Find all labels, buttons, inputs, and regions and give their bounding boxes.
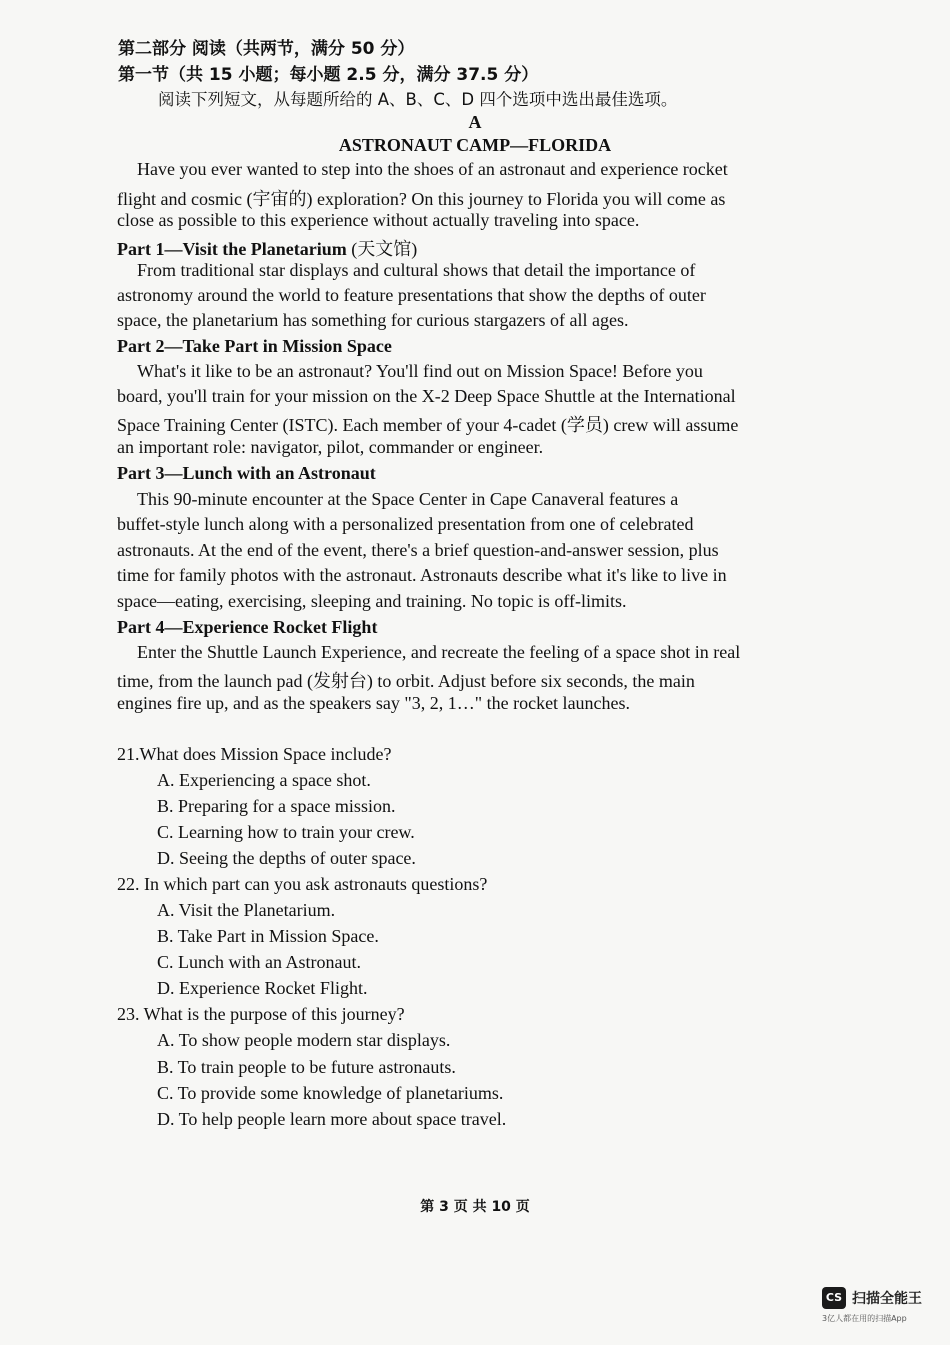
part-heading: Part 4—Experience Rocket Flight xyxy=(117,617,378,637)
part-heading: Part 2—Take Part in Mission Space xyxy=(117,336,392,356)
intro-line: close as possible to this experience without actually traveling into space. xyxy=(117,210,640,230)
question-option: D. Experience Rocket Flight. xyxy=(157,978,368,998)
question-option: D. Seeing the depths of outer space. xyxy=(157,848,416,868)
intro-line: flight and cosmic (宇宙的) exploration? On this journey to Florida you will come as xyxy=(117,189,726,209)
intro-line: Have you ever wanted to step into the shoes of an astronaut and experience rocket xyxy=(137,159,728,179)
part-heading xyxy=(117,235,417,261)
question-option: A. Visit the Planetarium. xyxy=(157,900,336,920)
section-title: 第一节（共 15 小题；每小题 2.5 分，满分 37.5 分） xyxy=(118,65,539,85)
paragraph-line: Enter the Shuttle Launch Experience, and recreate the feeling of a space shot in real xyxy=(137,642,741,662)
question-option: B. Preparing for a space mission. xyxy=(157,796,396,816)
watermark-name: 扫描全能王 xyxy=(852,1291,922,1307)
question-stem: 23. What is the purpose of this journey? xyxy=(117,1004,405,1024)
question-option: D. To help people learn more about space travel. xyxy=(157,1109,507,1129)
paragraph-line: time for family photos with the astronaut. Astronauts describe what it's like to live in xyxy=(117,565,727,585)
camscanner-logo-icon: CS xyxy=(822,1287,846,1309)
question-stem: 21.What does Mission Space include? xyxy=(117,744,392,764)
paragraph-line: buffet-style lunch along with a personalized presentation from one of celebrated xyxy=(117,514,694,534)
paragraph-line: What's it like to be an astronaut? You'll find out on Mission Space! Before you xyxy=(137,361,703,381)
paragraph-line: astronauts. At the end of the event, there's a brief question-and-answer session, plus xyxy=(117,540,719,560)
passage-letter: A xyxy=(468,112,482,132)
instruction: 阅读下列短文，从每题所给的 A、B、C、D 四个选项中选出最佳选项。 xyxy=(158,90,678,109)
part-title: 第二部分 阅读（共两节，满分 50 分） xyxy=(118,39,415,59)
question-stem: 22. In which part can you ask astronauts questions? xyxy=(117,874,488,894)
question-option: C. Learning how to train your crew. xyxy=(157,822,415,842)
watermark-tagline: 3亿人都在用的扫描App xyxy=(822,1314,907,1323)
paragraph-line: astronomy around the world to feature presentations that show the depths of outer xyxy=(117,285,706,305)
paragraph-line: board, you'll train for your mission on the X-2 Deep Space Shuttle at the International xyxy=(117,386,736,406)
question-option: A. To show people modern star displays. xyxy=(157,1030,451,1050)
paragraph-line: Space Training Center (ISTC). Each member of your 4-cadet (学员) crew will assume xyxy=(117,415,739,435)
page-number: 第 3 页 共 10 页 xyxy=(420,1199,530,1215)
paragraph-line: space—eating, exercising, sleeping and training. No topic is off-limits. xyxy=(117,591,627,611)
part-heading-note: (天文馆) xyxy=(346,239,418,259)
paragraph-line: space, the planetarium has something for curious stargazers of all ages. xyxy=(117,310,629,330)
question-option: C. To provide some knowledge of planetariums. xyxy=(157,1083,504,1103)
paragraph-line: engines fire up, and as the speakers say "3, 2, 1…" the rocket launches. xyxy=(117,693,631,713)
paragraph-line: time, from the launch pad (发射台) to orbit. Adjust before six seconds, the main xyxy=(117,671,695,691)
passage-title: ASTRONAUT CAMP—FLORIDA xyxy=(338,135,612,155)
paragraph-line: This 90-minute encounter at the Space Center in Cape Canaveral features a xyxy=(137,489,679,509)
question-option: B. Take Part in Mission Space. xyxy=(157,926,379,946)
question-option: A. Experiencing a space shot. xyxy=(157,770,371,790)
paragraph-line: From traditional star displays and cultural shows that detail the importance of xyxy=(137,260,696,280)
scanner-watermark xyxy=(822,1287,932,1323)
question-option: B. To train people to be future astronauts. xyxy=(157,1057,456,1077)
question-option: C. Lunch with an Astronaut. xyxy=(157,952,361,972)
paragraph-line: an important role: navigator, pilot, commander or engineer. xyxy=(117,437,544,457)
part-heading-title: Part 1—Visit the Planetarium xyxy=(117,239,347,259)
part-heading: Part 3—Lunch with an Astronaut xyxy=(117,463,376,483)
